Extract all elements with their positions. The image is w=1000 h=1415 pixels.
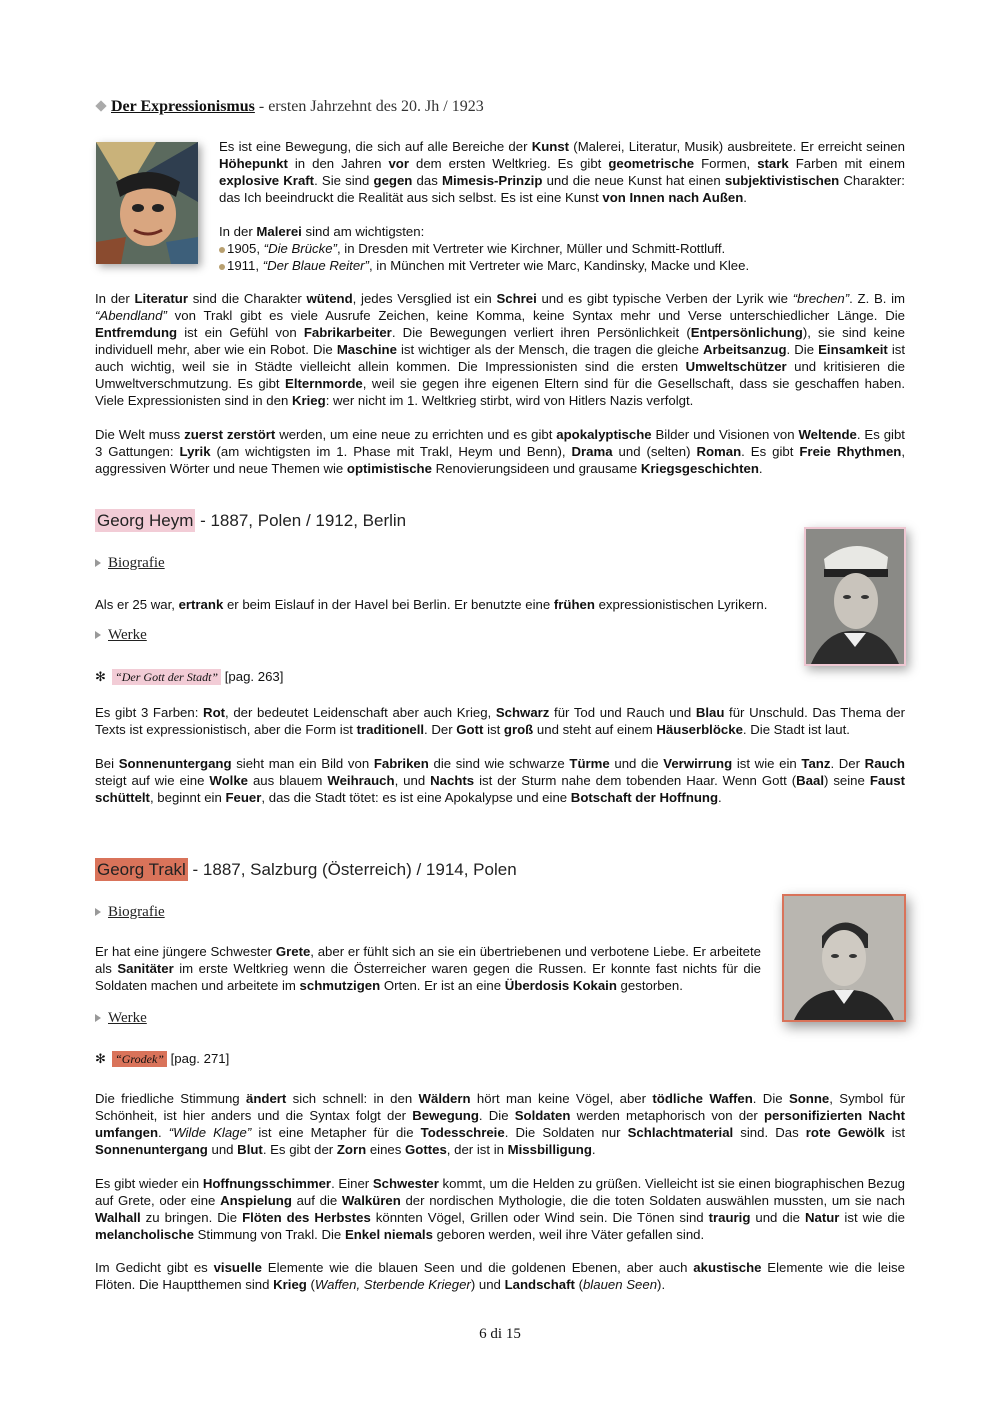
trakl-work bbox=[95, 1050, 229, 1068]
heym-dates: - 1887, Polen / 1912, Berlin bbox=[195, 511, 407, 530]
expr-intro-block bbox=[219, 138, 905, 274]
trakl-bio: Er hat eine jüngere Schwester Grete, aber er fühlt sich an sie ein übertriebenen und verbotene Liebe. Er arbeitete als Sanitäter im erste Weltkrieg wenn die Österreicher waren gegen die Russen. Er konnte fast nichts für die Soldaten machen und arbeitete im schmutzigen Orten. Er ist an eine Überdosis Kokain gestorben. bbox=[95, 944, 761, 993]
trakl-p3: Im Gedicht gibt es visuelle Elemente wie die blauen Seen und die goldenen Ebenen, aber auch akustische Elemente wie die leise Flöten. Die Hauptthemen sind Krieg (Waffen, Sterbende Krieger) und Landschaft (blauen Seen). bbox=[95, 1260, 905, 1292]
trakl-werke-heading: Werke bbox=[95, 1010, 147, 1027]
triangle-bullet-icon bbox=[95, 908, 101, 916]
heym-bio-heading: Biografie bbox=[95, 555, 165, 572]
trakl-portrait bbox=[782, 894, 906, 1022]
trakl-name: Georg Trakl bbox=[97, 860, 186, 879]
triangle-bullet-icon bbox=[95, 1014, 101, 1022]
page-number: 6 di 15 bbox=[479, 1326, 521, 1342]
malerei-item: 1905, “Die Brücke”, in Dresden mit Vertreter wie Kirchner, Müller und Schmitt-Rottluff. bbox=[219, 240, 905, 257]
heym-name: Georg Heym bbox=[97, 511, 194, 530]
heym-p1: Es gibt 3 Farben: Rot, der bedeutet Leidenschaft aber auch Krieg, Schwarz für Tod und Rauch und Blau für Unschuld. Das Thema der Texts ist expressionistisch, aber die Form ist traditionell. Der Gott ist groß und steht auf einem Häuserblöcke. Die Stadt ist laut. bbox=[95, 705, 906, 737]
heym-work-title: “Der Gott der Stadt” bbox=[112, 669, 221, 685]
section-subtitle: - ersten Jahrzehnt des 20. Jh / 1923 bbox=[254, 98, 484, 115]
triangle-bullet-icon bbox=[95, 631, 101, 639]
heym-p2: Bei Sonnenuntergang sieht man ein Bild von Fabriken die sind wie schwarze Türme und die Verwirrung ist wie ein Tanz. Der Rauch steigt auf wie eine Wolke aus blauem Weihrauch, und Nachts ist der Sturm nahe dem tobenden Haar. Wenn Gott (Baal) seine Faust schüttelt, beginnt ein Feuer, das die Stadt tötet: es ist eine Apokalypse und eine Botschaft der Hoffnung. bbox=[95, 756, 905, 805]
trakl-heading bbox=[95, 861, 517, 878]
heym-portrait bbox=[804, 527, 906, 666]
heym-werke-heading: Werke bbox=[95, 627, 147, 644]
section-heading bbox=[95, 98, 484, 115]
trakl-photo-image bbox=[784, 896, 904, 1020]
expr-literatur: In der Literatur sind die Charakter wütend, jedes Versglied ist ein Schrei und es gibt typische Verben der Lyrik wie “brechen”. Z. B. im “Abendland” von Trakl gibt es viele Ausrufe Zeichen, keine Komma, keine Syntax mehr und Verse unterschiedlicher Länge. Die Entfremdung ist ein Gefühl von Fabrikarbeiter. Die Bewegungen verliert ihren Persönlichkeit (Entpersönlichung), sie sind keine individuell mehr, aber wie ein Robot. Die Maschine ist wichtiger als der Mensch, die tragen die gleiche Arbeitsanzug. Die Einsamkeit ist auch wichtig, weil sie in Städte vielleicht allein kommen. Die Impressionisten sind die ersten Umweltschützer und kritisieren die Umweltverschmutzung. Es gibt Elternmorde, weil sie gegen ihre eigenen Eltern sind für die Gesellschaft, dass sie geschaffen haben. Viele Expressionisten sind in den Krieg: wer nicht im 1. Weltkrieg stirbt, wird von Hitlers Nazis verfolgt. bbox=[95, 291, 906, 408]
heym-work bbox=[95, 668, 283, 686]
trakl-p1: Die friedliche Stimmung ändert sich schnell: in den Wäldern hört man keine Vögel, aber tödliche Waffen. Die Sonne, Symbol für Schönheit, ist hier anders und die Syntax folgt der Bewegung. Die Soldaten werden metaphorisch von der personifizierten Nacht umfangen. “Wilde Klage” ist eine Metapher für die Todesschreie. Die Soldaten nur Schlachtmaterial sind. Das rote Gewölk ist Sonnenuntergang und Blut. Es gibt der Zorn eines Gottes, der ist in Missbilligung. bbox=[95, 1091, 906, 1157]
painting-image bbox=[96, 142, 198, 264]
trakl-dates: - 1887, Salzburg (Österreich) / 1914, Polen bbox=[187, 860, 517, 879]
trakl-work-title: “Grodek” bbox=[112, 1051, 167, 1067]
trakl-p2: Es gibt wieder ein Hoffnungsschimmer. Einer Schwester kommt, um die Helden zu grüßen. Vielleicht ist sie einen biographischen Bezug auf Grete, oder eine Anspielung auf die Walküren der nordischen Mythologie, die die toten Soldaten auswählen mussten, um sie nach Walhall zu bringen. Die Flöten des Herbstes könnten Vögel, Grillen oder Wind sein. Die Tönen sind traurig und die Natur ist wie die melancholische Stimmung von Trakl. Die Enkel niemals geboren werden, weil ihre Väter gefallen sind. bbox=[95, 1176, 906, 1242]
heym-bio: Als er 25 war, ertrank er beim Eislauf in der Havel bei Berlin. Er benutzte eine frühen expressionistischen Lyrikern. bbox=[95, 597, 768, 612]
expressionism-painting bbox=[96, 142, 198, 264]
asterisk-icon: ✻ bbox=[95, 669, 107, 684]
bullet-dot-icon bbox=[219, 247, 225, 253]
triangle-bullet-icon bbox=[95, 559, 101, 567]
expr-welt: Die Welt muss zuerst zerstört werden, um eine neue zu errichten und es gibt apokalyptische Bilder und Visionen von Weltende. Es gibt 3 Gattungen: Lyrik (am wichtigsten im 1. Phase mit Trakl, Heym und Benn), Drama und (selten) Roman. Es gibt Freie Rhythmen, aggressiven Wörter und neue Themen wie optimistische Renovierungsideen und grausame Kriegsgeschichten. bbox=[95, 427, 906, 476]
expr-intro: Es ist eine Bewegung, die sich auf alle Bereiche der Kunst (Malerei, Literatur, Musik) ausbreitete. Er erreicht seinen Höhepunkt in den Jahren vor dem ersten Weltkrieg. Es gibt geometrische Formen, stark Farben mit einem explosive Kraft. Sie sind gegen das Mimesis-Prinzip und die neue Kunst hat einen subjektivistischen Charakter: das Ich beeindruckt die Realität aus sich selbst. Es ist eine Kunst von Innen nach Außen. bbox=[219, 139, 905, 205]
trakl-work-page: [pag. 271] bbox=[166, 1051, 230, 1066]
bullet-dot-icon bbox=[219, 264, 225, 270]
heym-work-page: [pag. 263] bbox=[221, 669, 284, 684]
heym-heading bbox=[95, 512, 406, 529]
malerei-item: 1911, “Der Blaue Reiter”, in München mit Vertreter wie Marc, Kandinsky, Macke und Klee. bbox=[219, 257, 905, 274]
section-title: Der Expressionismus bbox=[111, 98, 255, 115]
asterisk-icon: ✻ bbox=[95, 1051, 107, 1066]
diamond-bullet-icon bbox=[95, 100, 106, 111]
heym-photo-image bbox=[806, 529, 904, 664]
trakl-bio-heading: Biografie bbox=[95, 904, 165, 921]
malerei-intro: In der Malerei sind am wichtigsten: bbox=[219, 224, 425, 239]
